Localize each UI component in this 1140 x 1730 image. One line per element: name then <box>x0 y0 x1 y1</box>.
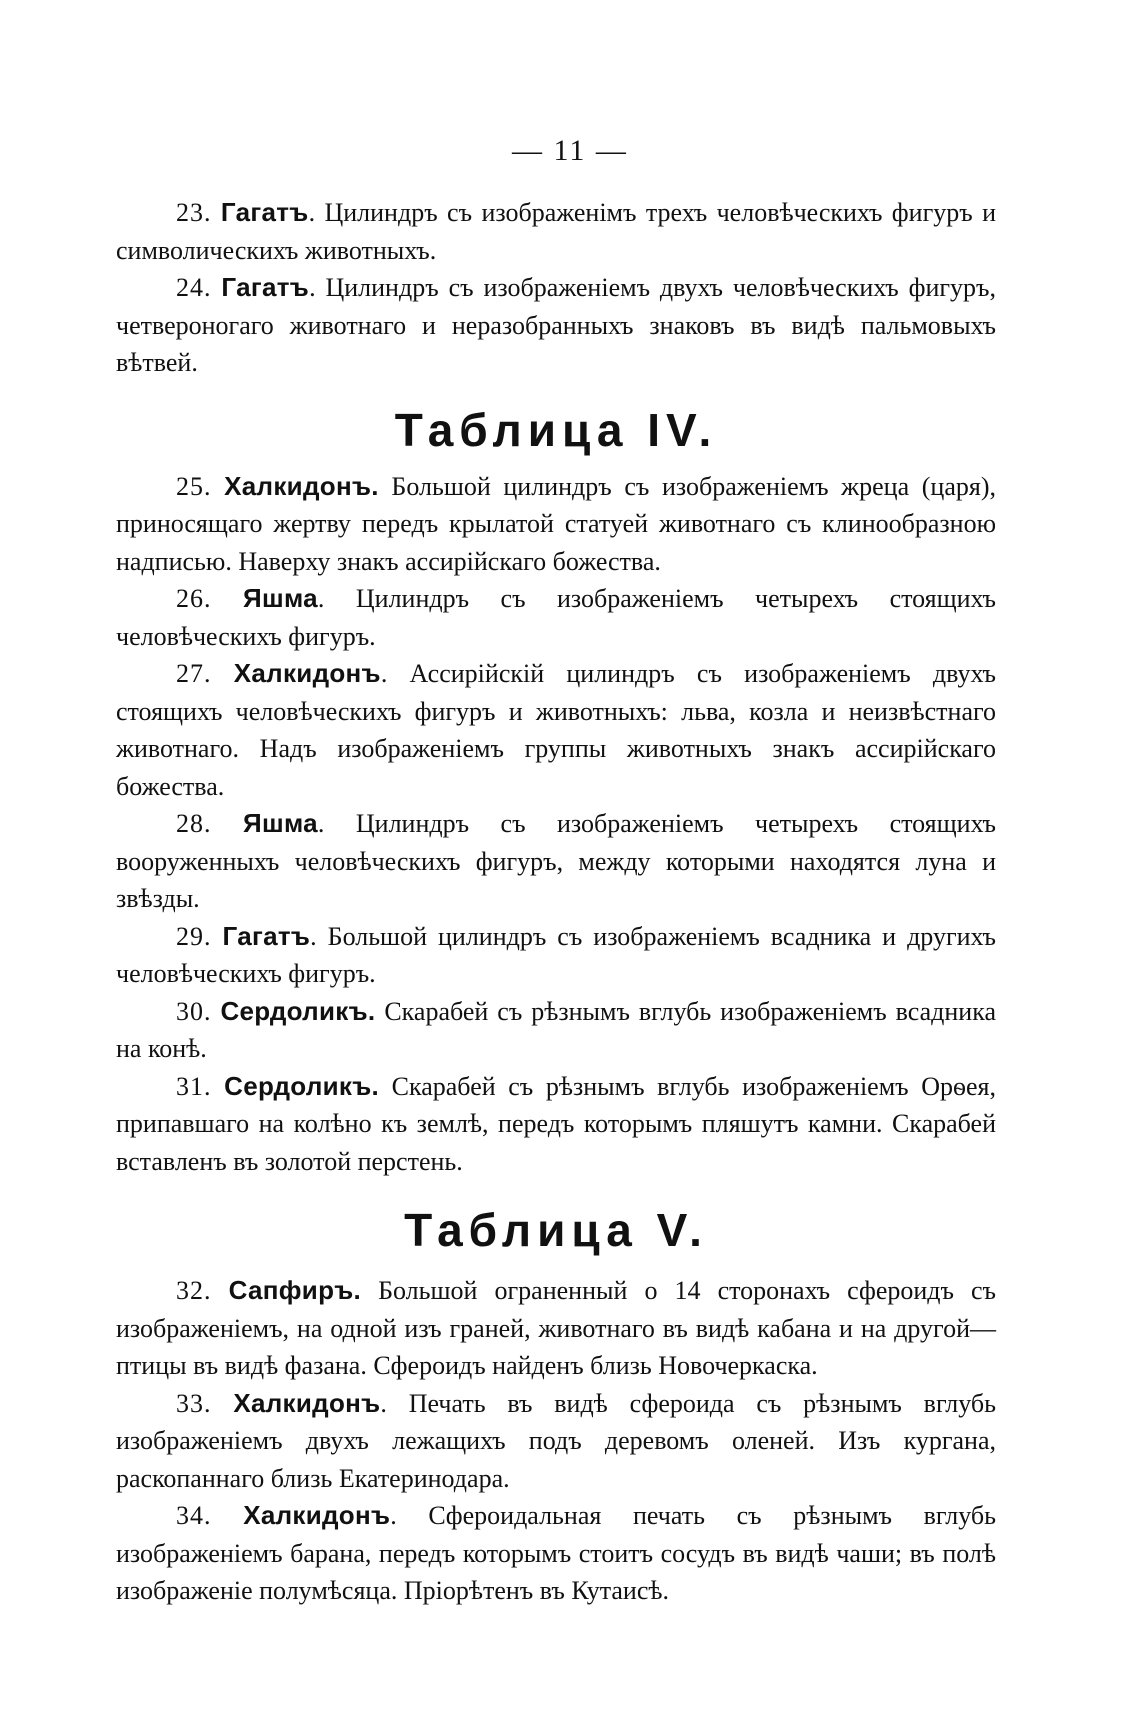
stone-name: Сердоликъ. <box>224 1070 380 1101</box>
stone-name: Халкидонъ <box>233 658 381 688</box>
entry-description: . Цилиндръ съ изображенiемъ четырехъ стоящихъ человѣческихъ фигуръ. <box>116 584 997 651</box>
stone-name: Гагатъ <box>221 272 310 302</box>
stone-name: Халкидонъ. <box>224 470 379 501</box>
catalog-entry-28 <box>116 805 996 918</box>
stone-name: Халкидонъ <box>243 1500 391 1530</box>
entry-description: Скарабей съ рѣзнымъ вглубь изображенiемъ Орѳея, припавшаго на колѣно къ землѣ, передъ которымъ пляшутъ камни. Скарабей вставленъ въ золотой перстень. <box>116 1071 997 1176</box>
entry-number: 32. <box>176 1276 212 1305</box>
entry-number: 27. <box>176 659 212 688</box>
entry-number: 23. <box>176 198 212 227</box>
table-v-heading: Таблица V. <box>404 1204 708 1256</box>
stone-name: Халкидонъ <box>233 1387 381 1418</box>
entry-description: . Большой цилиндръ съ изображенiемъ всадника и другихъ человѣческихъ фигуръ. <box>116 921 996 988</box>
entry-description: Большой цилиндръ съ изображенiемъ жреца (царя), приносящаго жертву передъ крылатой статуей животнаго съ клинообразною надписью. Наверху знакъ ассирiйскаго божества. <box>116 471 997 576</box>
entry-number: 28. <box>176 809 212 838</box>
page-content <box>116 194 996 1610</box>
entry-description: . Цилиндръ съ изображенiемъ четырехъ стоящихъ вооруженныхъ человѣческихъ фигуръ, между которыми находятся луна и звѣзды. <box>116 809 997 913</box>
catalog-entry-23 <box>116 194 996 269</box>
entry-number: 29. <box>176 921 212 951</box>
entry-description: . Цилиндръ съ изображенiмъ трехъ человѣческихъ фигуръ и символическихъ животныхъ. <box>116 198 996 265</box>
stone-name: Гагатъ <box>220 197 309 227</box>
stone-name: Гагатъ <box>222 920 311 951</box>
entry-number: 26. <box>176 584 212 613</box>
catalog-entry-33 <box>116 1385 996 1498</box>
entry-number: 31. <box>176 1071 212 1101</box>
entry-description: Большой ограненный о 14 сторонахъ сфероидъ съ изображенiемъ, на одной изъ граней, животнаго въ видѣ кабана и на другой—птицы въ видѣ фазана. Сфероидъ найденъ близь Новочеркаска. <box>116 1276 997 1380</box>
entry-description: . Ассирiйскiй цилиндръ съ изображенiемъ двухъ стоящихъ человѣческихъ фигуръ и животныхъ: льва, козла и неизвѣстнаго животнаго. Надъ изображенiемъ группы животныхъ знакъ ассирiйскаго божества. <box>116 659 997 801</box>
entry-description: Скарабей съ рѣзнымъ вглубь изображенiемъ всадника на конѣ. <box>116 996 997 1063</box>
entry-number: 24. <box>176 273 212 302</box>
page-number: — 11 — <box>512 134 628 167</box>
catalog-entry-31 <box>116 1068 996 1181</box>
stone-name: Сапфиръ. <box>228 1275 362 1305</box>
catalog-entry-29 <box>116 918 996 993</box>
catalog-entry-25 <box>116 468 996 581</box>
catalog-entry-32 <box>116 1272 996 1385</box>
catalog-entry-30 <box>116 993 996 1068</box>
entry-description: . Цилиндръ съ изображенiемъ двухъ человѣческихъ фигуръ, четвероногаго животнаго и неразобранныхъ знаковъ въ видѣ пальмовыхъ вѣтвей. <box>116 273 996 377</box>
stone-name: Яшма <box>242 808 318 838</box>
stone-name: Сердоликъ. <box>220 995 376 1026</box>
catalog-entry-24 <box>116 269 996 382</box>
entry-number: 30. <box>176 996 212 1026</box>
catalog-entry-27 <box>116 655 996 805</box>
entry-description: . Сфероидальная печать съ рѣзнымъ вглубь изображенiемъ барана, передъ которымъ стоитъ сосудъ въ видѣ чаши; въ полѣ изображенiе полумѣсяца. Прiорѣтенъ въ Кутаисѣ. <box>116 1501 996 1605</box>
catalog-entry-34 <box>116 1497 996 1610</box>
catalog-entry-26 <box>116 580 996 655</box>
entry-description: . Печать въ видѣ сфероида съ рѣзнымъ вглубь изображенiемъ двухъ лежащихъ подъ деревомъ оленей. Изъ кургана, раскопаннаго близь Екатеринодара. <box>116 1388 997 1493</box>
stone-name: Яшма <box>242 583 318 613</box>
entry-number: 33. <box>176 1388 212 1418</box>
entry-number: 34. <box>176 1501 212 1530</box>
table-iv-heading: Таблица IV. <box>394 403 718 456</box>
entry-number: 25. <box>176 471 212 501</box>
